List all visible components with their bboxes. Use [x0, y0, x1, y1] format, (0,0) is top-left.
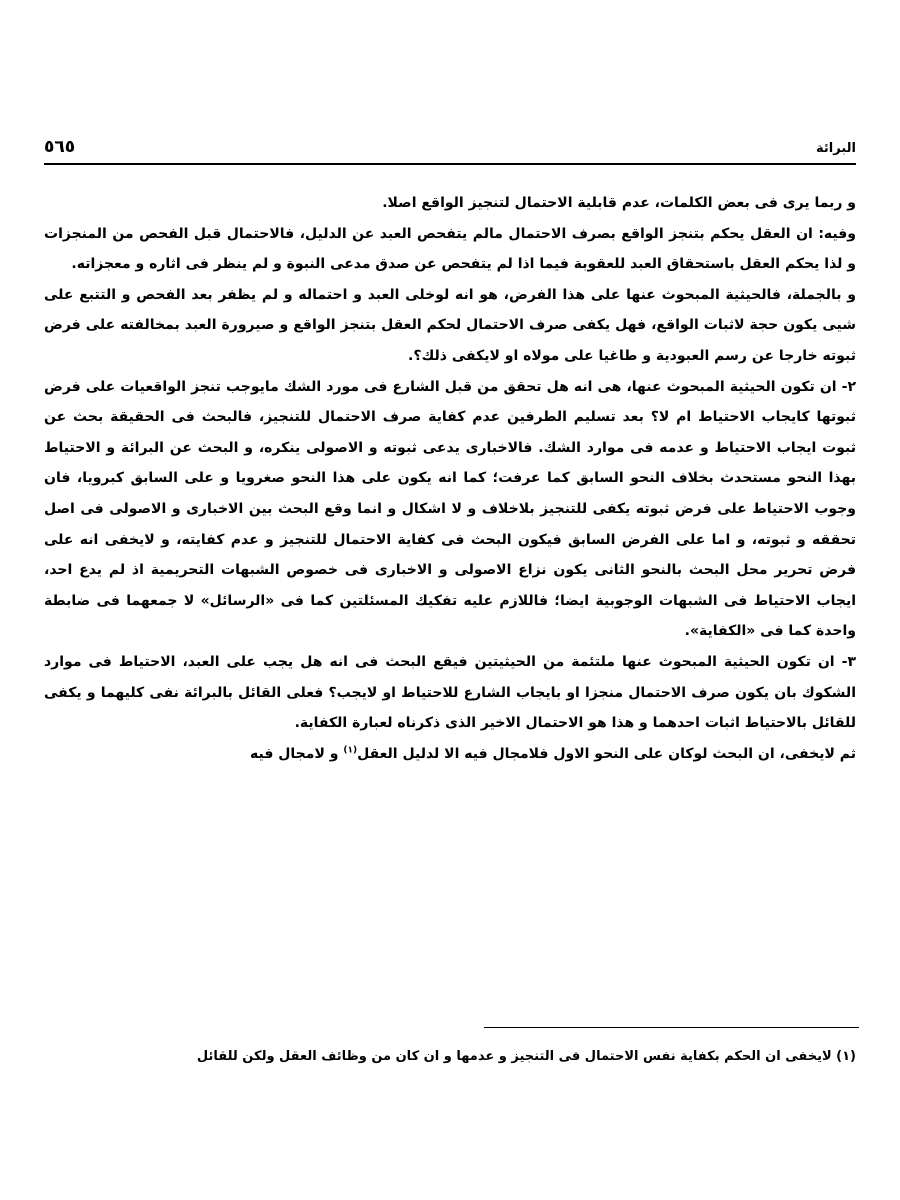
- header-rule: [44, 163, 856, 165]
- footnote-reference: (١): [343, 745, 358, 756]
- main-text: [44, 188, 856, 769]
- paragraph: وفيه: ان العقل يحكم بتنجز الواقع بصرف الاحتمال مالم يتفحص العبد عن الدليل، فالاحتمال قبل الفحص من المنجزات و لذا يحكم العقل باستحقاق العبد للعقوبة فيما اذا لم يتفحص عن صدق مدعى النبوة و لم ينظر فى اثاره و معجزاته.: [44, 225, 856, 273]
- paragraph: ٣- ان تكون الحيثية المبحوث عنها ملتئمة من الحيثيتين فيقع البحث فى انه هل يجب على العبد، الاحتياط فى موارد الشكوك بان يكون صرف الاحتمال منجزا او بايجاب الشارع للاحتياط او لايجب؟ فعلى القائل بالبرائة نفى كليهما و يكفى للقائل بالاحتياط اثبات احدهما و هذا هو الاحتمال الاخير الذى ذكرناه لعبارة الكفاية.: [44, 653, 856, 732]
- paragraph: و بالجملة، فالحيثية المبحوث عنها على هذا الفرض، هو انه لوخلى العبد و احتماله و لم يظفر بعد الفحص و التتبع على شيى يكون حجة لاثبات الواقع، فهل يكفى صرف الاحتمال لحكم العقل بتنجز الواقع و صيرورة العبد بمخالفته على فرض ثبوته خارجا عن رسم العبودية و طاغيا على مولاه او لايكفى ذلك؟.: [44, 286, 856, 364]
- paragraph: ٢- ان تكون الحيثية المبحوث عنها، هى انه هل تحقق من قبل الشارع فى مورد الشك مايوجب تنجز الواقعيات على فرض ثبوتها كايجاب الاحتياط ام لا؟ بعد تسليم الطرفين عدم كفاية صرف الاحتمال للتنجيز، فالبحث فى الحقيقة بحث عن ثبوت ايجاب الاحتياط و عدمه فى موارد الشك. فالاخبارى يدعى ثبوته و الاصولى ينكره، و البحث عن البرائة و الاحتياط بهذا النحو مستحدث بخلاف النحو السابق كما عرفت؛ كما انه يكون على هذا النحو صغرويا و على السابق كبرويا، فان وجوب الاحتياط على فرض ثبوته يكفى للتنجيز بلاخلاف و لا اشكال و انما وقع البحث بين الاخبارى و الاصولى فى اصل تحققه و ثبوته، و اما على الفرض السابق فيكون البحث فى كفاية الاحتمال للتنجيز و عدم كفايته، و لايخفى انه على فرض تحرير محل البحث بالنحو الثانى يكون نزاع الاصولى و الاخبارى فى خصوص الشبهات التحريمية اذ لم يدع احد، ايجاب الاحتياط فى الشبهات الوجوبية ايضا؛ فاللازم عليه تفكيك المسئلتين كما فى «الرسائل» لا جمعهما فى ضابطة واحدة كما فى «الكفاية».: [44, 378, 856, 640]
- footnote-separator: [484, 1027, 859, 1028]
- page-number: ٥٦٥: [44, 137, 76, 157]
- paragraph-last: [44, 739, 856, 770]
- paragraph-last-continuation: و لامجال فيه: [250, 745, 344, 762]
- running-header: [44, 130, 856, 160]
- footnote: (١) لايخفى ان الحكم بكفاية نفس الاحتمال فى التنجيز و عدمها و ان كان من وظائف العقل ولكن للقائل: [196, 1049, 856, 1064]
- running-title: البرائة: [816, 141, 856, 156]
- paragraph: و ربما يرى فى بعض الكلمات، عدم قابلية الاحتمال لتنجيز الواقع اصلا.: [382, 195, 856, 211]
- paragraph-last-text: ثم لايخفى، ان البحث لوكان على النحو الاول فلامجال فيه الا لدليل العقل: [357, 745, 856, 762]
